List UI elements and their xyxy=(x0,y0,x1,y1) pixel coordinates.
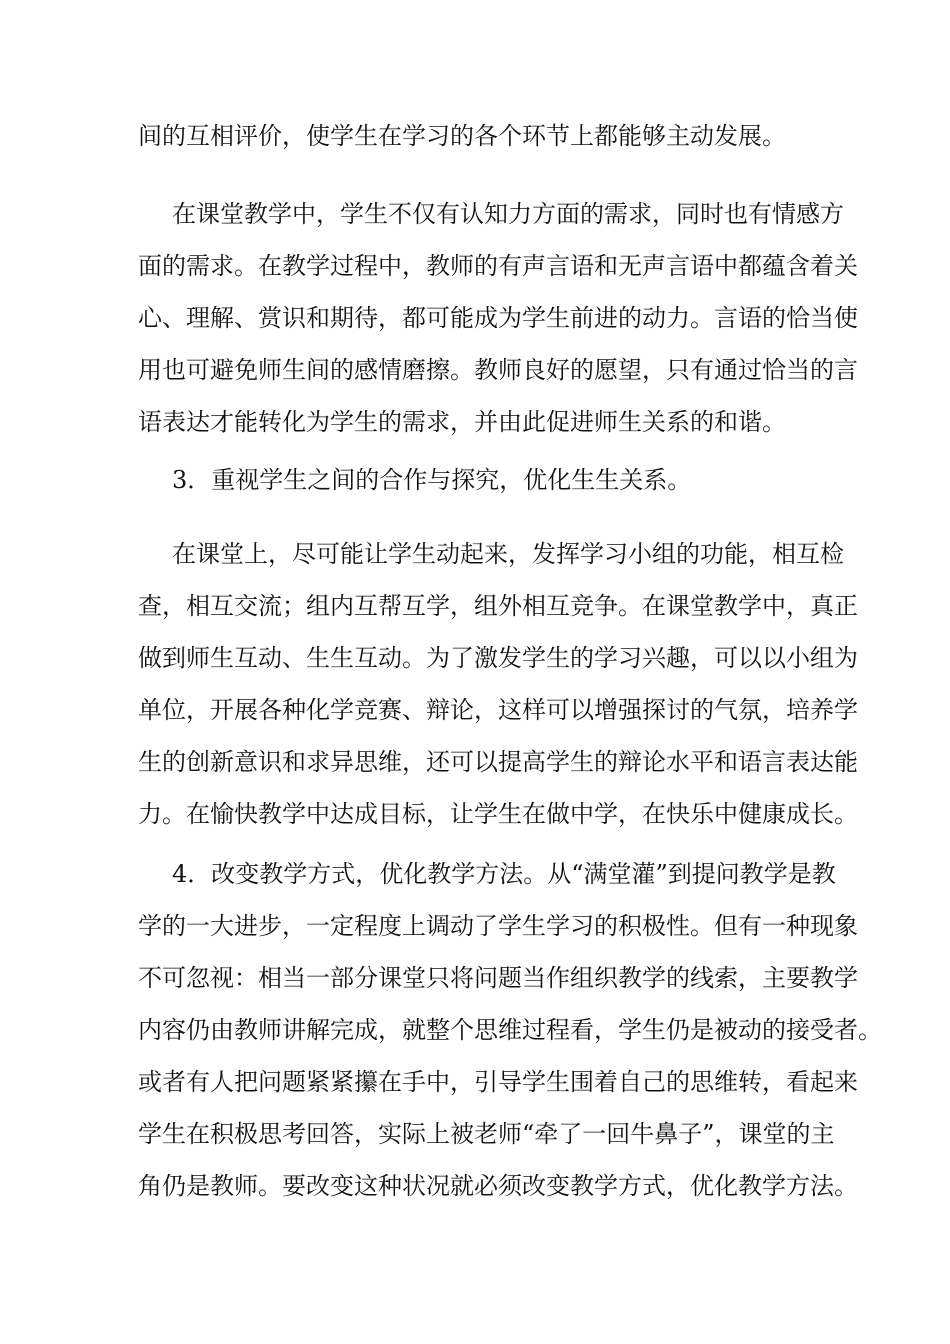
paragraph-continuation xyxy=(138,110,818,162)
paragraph-cooperation xyxy=(138,528,858,840)
text-line: 在课堂教学中，学生不仅有认知力方面的需求，同时也有情感方 xyxy=(172,200,844,228)
text-line: 学生在积极思考回答，实际上被老师“牵了一回牛鼻子”，课堂的主 xyxy=(138,1120,835,1148)
text-line: 间的互相评价，使学生在学习的各个环节上都能够主动发展。 xyxy=(138,122,786,150)
text-line: 单位，开展各种化学竞赛、辩论，这样可以增强探讨的气氛，培养学 xyxy=(138,696,858,724)
paragraph-teaching-methods xyxy=(138,848,882,1212)
text-line: 心、理解、赏识和期待，都可能成为学生前进的动力。言语的恰当使 xyxy=(138,304,858,332)
text-line: 4．改变教学方式，优化教学方法。从“满堂灌”到提问教学是教 xyxy=(172,860,836,888)
text-line: 查，相互交流；组内互帮互学，组外相互竞争。在课堂教学中，真正 xyxy=(138,592,858,620)
text-line: 学的一大进步，一定程度上调动了学生学习的积极性。但有一种现象 xyxy=(138,912,858,940)
text-line: 生的创新意识和求异思维，还可以提高学生的辩论水平和语言表达能 xyxy=(138,748,858,776)
text-line: 在课堂上，尽可能让学生动起来，发挥学习小组的功能，相互检 xyxy=(172,540,844,568)
text-line: 或者有人把问题紧紧攥在手中，引导学生围着自己的思维转，看起来 xyxy=(138,1068,858,1096)
text-line: 角仍是教师。要改变这种状况就必须改变教学方式，优化教学方法。 xyxy=(138,1172,858,1200)
text-line: 用也可避免师生间的感情磨擦。教师良好的愿望，只有通过恰当的言 xyxy=(138,356,858,384)
text-line: 力。在愉快教学中达成目标，让学生在做中学，在快乐中健康成长。 xyxy=(138,800,858,828)
text-line: 做到师生互动、生生互动。为了激发学生的学习兴趣，可以以小组为 xyxy=(138,644,858,672)
section-heading-3 xyxy=(138,454,818,506)
text-line: 语表达才能转化为学生的需求，并由此促进师生关系的和谐。 xyxy=(138,408,786,436)
text-line: 面的需求。在教学过程中，教师的有声言语和无声言语中都蕴含着关 xyxy=(138,252,858,280)
text-line: 3．重视学生之间的合作与探究，优化生生关系。 xyxy=(172,466,692,494)
text-line: 内容仍由教师讲解完成，就整个思维过程看，学生仍是被动的接受者。 xyxy=(138,1016,882,1044)
paragraph-emotional-needs xyxy=(138,188,858,448)
text-line: 不可忽视：相当一部分课堂只将问题当作组织教学的线索，主要教学 xyxy=(138,964,858,992)
